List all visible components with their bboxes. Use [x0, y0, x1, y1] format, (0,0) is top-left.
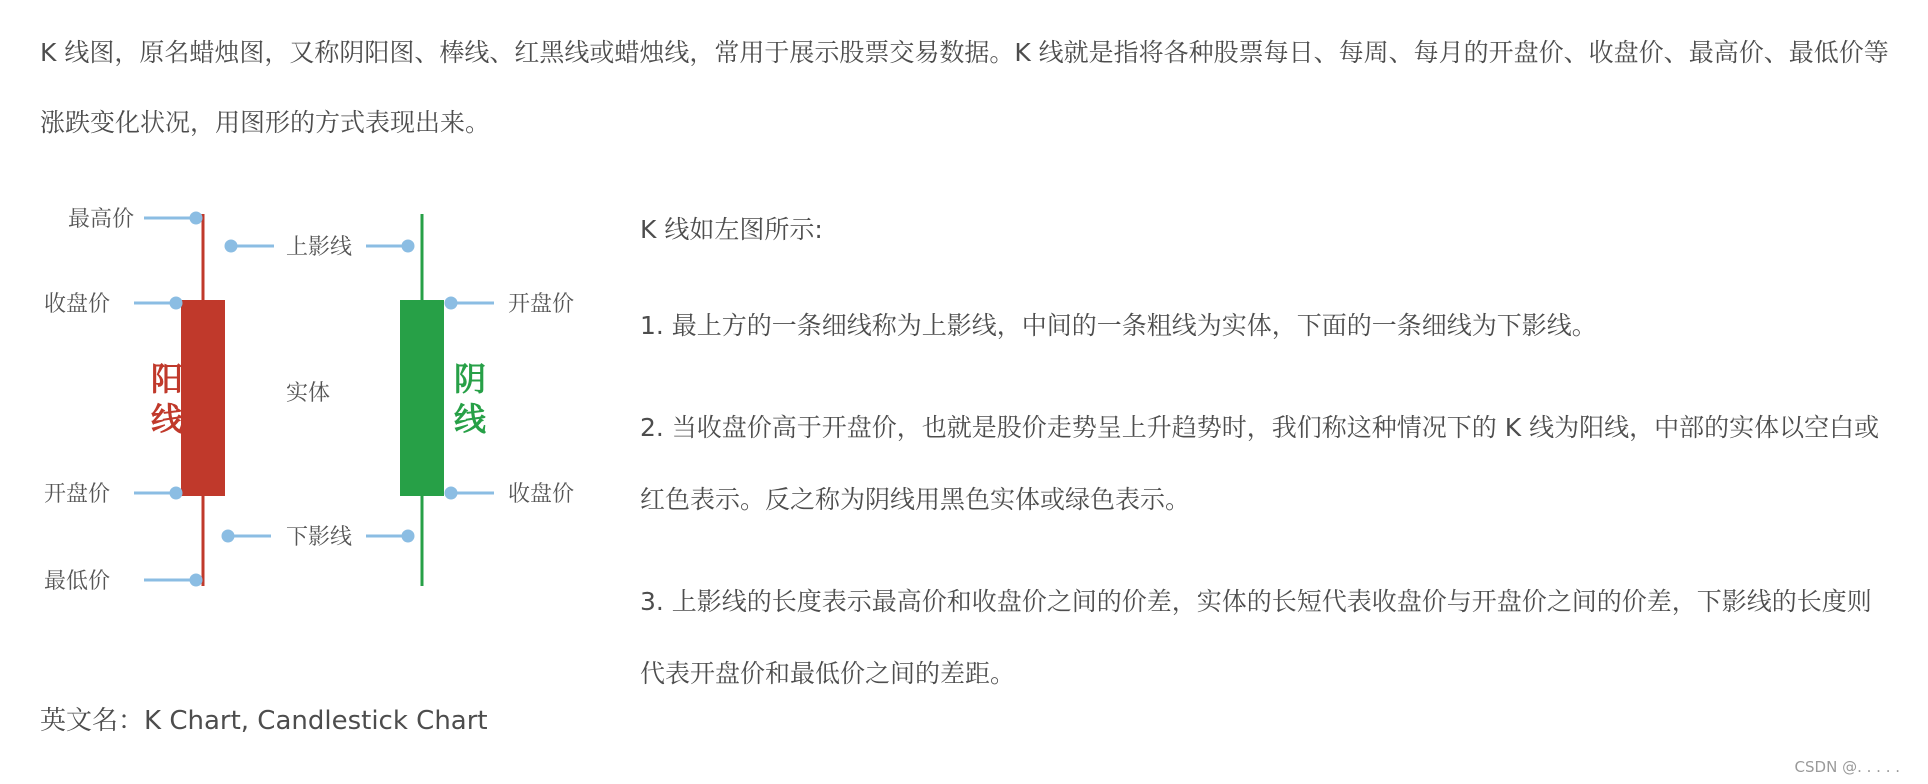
- watermark: CSDN @. . . . .: [1794, 758, 1900, 776]
- label-lowest: 最低价: [44, 569, 111, 594]
- label-open-left: 开盘价: [44, 482, 111, 507]
- candlestick-diagram: [36, 190, 596, 620]
- label-body: 实体: [286, 381, 331, 406]
- candlestick-svg: [36, 190, 596, 620]
- label-upper-shadow: 上影线: [286, 235, 353, 260]
- intro-paragraph: K 线图，原名蜡烛图，又称阴阳图、棒线、红黑线或蜡烛线，常用于展示股票交易数据。K 线就是指将各种股票每日、每周、每月的开盘价、收盘价、最高价、最低价等涨跌变化状况，用图形的方式表现出来。: [40, 38, 1889, 137]
- label-close-left: 收盘价: [44, 292, 111, 317]
- yin-char-2: 线: [454, 400, 487, 438]
- caption-block: [640, 200, 1890, 740]
- right-pointers: [446, 298, 494, 498]
- label-close-right: 收盘价: [508, 482, 575, 507]
- label-lower-shadow: 下影线: [286, 525, 353, 550]
- caption-heading: K 线如左图所示:: [640, 215, 823, 244]
- english-name: 英文名：K Chart, Candlestick Chart: [40, 706, 488, 736]
- label-open-right: 开盘价: [508, 292, 575, 317]
- yin-body: [400, 300, 444, 496]
- label-highest: 最高价: [68, 207, 135, 232]
- yang-char-1: 阳: [151, 360, 184, 398]
- caption-item-1: 1. 最上方的一条细线称为上影线，中间的一条粗线为实体，下面的一条细线为下影线。: [640, 311, 1597, 340]
- yin-char-1: 阴: [454, 360, 487, 398]
- caption-item-2: 2. 当收盘价高于开盘价，也就是股价走势呈上升趋势时，我们称这种情况下的 K 线为阳线，中部的实体以空白或红色表示。反之称为阴线用黑色实体或绿色表示。: [640, 413, 1880, 514]
- yang-body: [181, 300, 225, 496]
- caption-item-3: 3. 上影线的长度表示最高价和收盘价之间的价差，实体的长短代表收盘价与开盘价之间的价差，下影线的长度则代表开盘价和最低价之间的差距。: [640, 587, 1872, 688]
- yang-char-2: 线: [151, 400, 184, 438]
